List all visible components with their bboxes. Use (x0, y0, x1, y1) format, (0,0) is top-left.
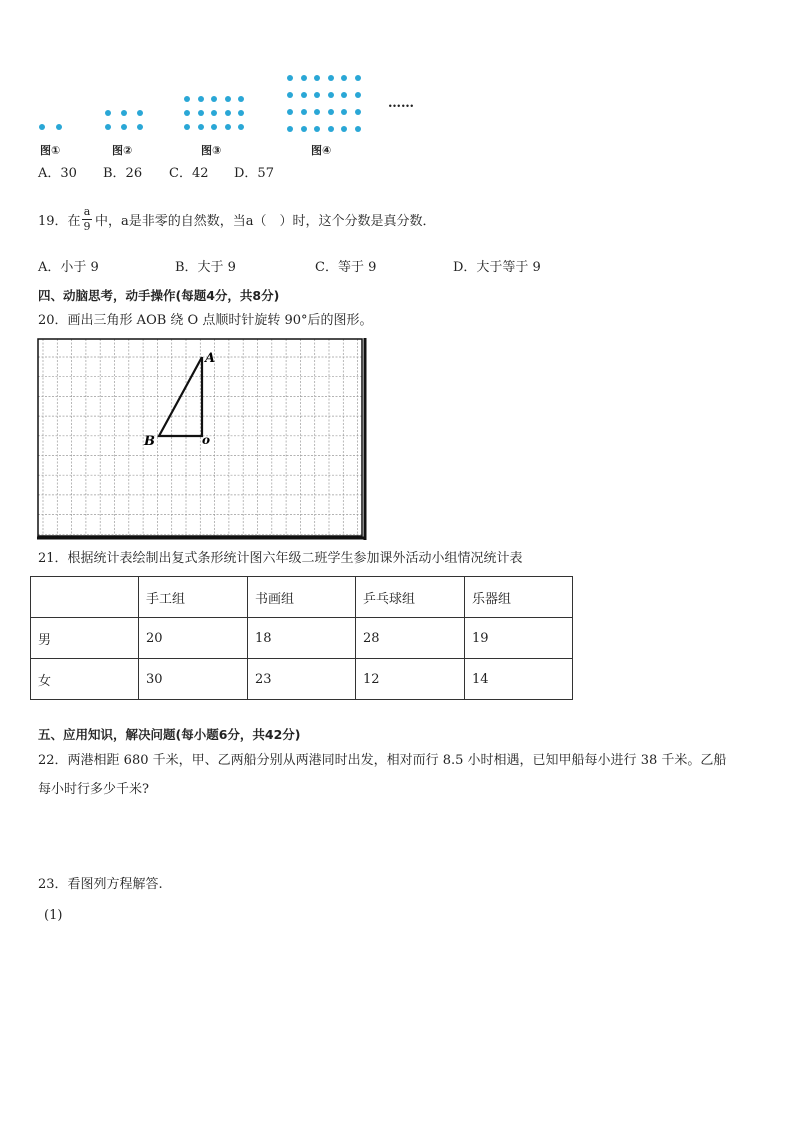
dot (198, 96, 204, 102)
table-cell: 14 (465, 659, 573, 700)
dot (314, 109, 320, 115)
dot (198, 110, 204, 116)
grid-lines (38, 339, 362, 536)
dot (238, 124, 244, 130)
table-cell: 30 (139, 659, 248, 700)
dot (341, 126, 347, 132)
activity-stats-table (30, 576, 573, 700)
dot (287, 75, 293, 81)
table-header-cell: 书画组 (248, 577, 356, 618)
section-4-heading: 四、动脑思考，动手操作(每题4分，共8分) (38, 288, 280, 303)
dot (328, 109, 334, 115)
dot (225, 124, 231, 130)
dot (287, 126, 293, 132)
q20-text: 20．画出三角形 AOB 绕 O 点顺时针旋转 90°后的图形。 (38, 313, 373, 328)
grid-svg (37, 338, 367, 541)
dot (105, 124, 111, 130)
q19-suffix: 中，a是非零的自然数，当a（ ）时，这个分数是真分数． (95, 214, 436, 229)
q19-option-a: A．小于 9 (38, 260, 99, 275)
table-cell: 23 (248, 659, 356, 700)
q21-text: 21．根据统计表绘制出复式条形统计图六年级二班学生参加课外活动小组情况统计表 (38, 551, 523, 566)
vertex-label-a: A (205, 351, 216, 366)
figure-label-1: 图① (40, 144, 61, 157)
q22-line2: 每小时行多少千米? (38, 782, 149, 797)
dot (238, 110, 244, 116)
q23-subpart: (1) (44, 908, 63, 923)
dot (301, 126, 307, 132)
dot (184, 124, 190, 130)
q19-option-d: D．大于等于 9 (453, 260, 541, 275)
vertex-label-o: o (202, 433, 211, 447)
dot (341, 109, 347, 115)
fraction-denominator: 9 (83, 220, 91, 233)
rotation-grid (37, 338, 367, 541)
dot (341, 92, 347, 98)
dot (211, 110, 217, 116)
dot (355, 126, 361, 132)
dot (56, 124, 62, 130)
dot (225, 110, 231, 116)
table-header-cell (31, 577, 139, 618)
ellipsis: …… (388, 96, 414, 111)
table-row (31, 659, 573, 700)
fraction-numerator: a (83, 205, 91, 218)
q18-option-c: C．42 (169, 166, 209, 181)
dot (211, 124, 217, 130)
dot (105, 110, 111, 116)
table-header-cell: 手工组 (139, 577, 248, 618)
dot (184, 96, 190, 102)
dot (314, 126, 320, 132)
q19-option-c: C．等于 9 (315, 260, 377, 275)
q23-text: 23．看图列方程解答. (38, 877, 163, 892)
dot (301, 92, 307, 98)
dot (137, 124, 143, 130)
table-header-row (31, 577, 573, 618)
dot (184, 110, 190, 116)
q19-fraction (82, 206, 92, 233)
dot (198, 124, 204, 130)
dot (287, 92, 293, 98)
table-cell: 19 (465, 618, 573, 659)
table-cell: 12 (356, 659, 465, 700)
dot (287, 109, 293, 115)
dot (225, 96, 231, 102)
q18-option-a: A．30 (38, 166, 77, 181)
dot (314, 75, 320, 81)
vertex-label-b: B (144, 434, 155, 449)
dot (238, 96, 244, 102)
dot (355, 109, 361, 115)
dot (301, 109, 307, 115)
q19-option-b: B．大于 9 (175, 260, 236, 275)
section-5-heading: 五、应用知识，解决问题(每小题6分，共42分) (38, 727, 301, 742)
table-cell: 20 (139, 618, 248, 659)
dot (328, 75, 334, 81)
table-cell: 28 (356, 618, 465, 659)
table-row (31, 618, 573, 659)
dot (121, 124, 127, 130)
q22-line1: 22．两港相距 680 千米，甲、乙两船分别从两港同时出发，相对而行 8.5 小时相遇，已知甲船每小进行 38 千米。乙船 (38, 753, 727, 768)
dot (355, 92, 361, 98)
table-header-cell: 乒乓球组 (356, 577, 465, 618)
dot (211, 96, 217, 102)
table-header-cell: 乐器组 (465, 577, 573, 618)
dot (328, 92, 334, 98)
q19-prefix: 19．在 (38, 214, 81, 229)
dot (328, 126, 334, 132)
dot (121, 110, 127, 116)
table-cell: 18 (248, 618, 356, 659)
dot (355, 75, 361, 81)
table-cell: 女 (31, 659, 139, 700)
dot (39, 124, 45, 130)
q18-option-d: D．57 (234, 166, 274, 181)
figure-label-3: 图③ (201, 144, 222, 157)
dot (137, 110, 143, 116)
dot (341, 75, 347, 81)
figure-label-2: 图② (112, 144, 133, 157)
dot (301, 75, 307, 81)
q18-option-b: B．26 (103, 166, 143, 181)
table-cell: 男 (31, 618, 139, 659)
dot (314, 92, 320, 98)
figure-label-4: 图④ (311, 144, 332, 157)
